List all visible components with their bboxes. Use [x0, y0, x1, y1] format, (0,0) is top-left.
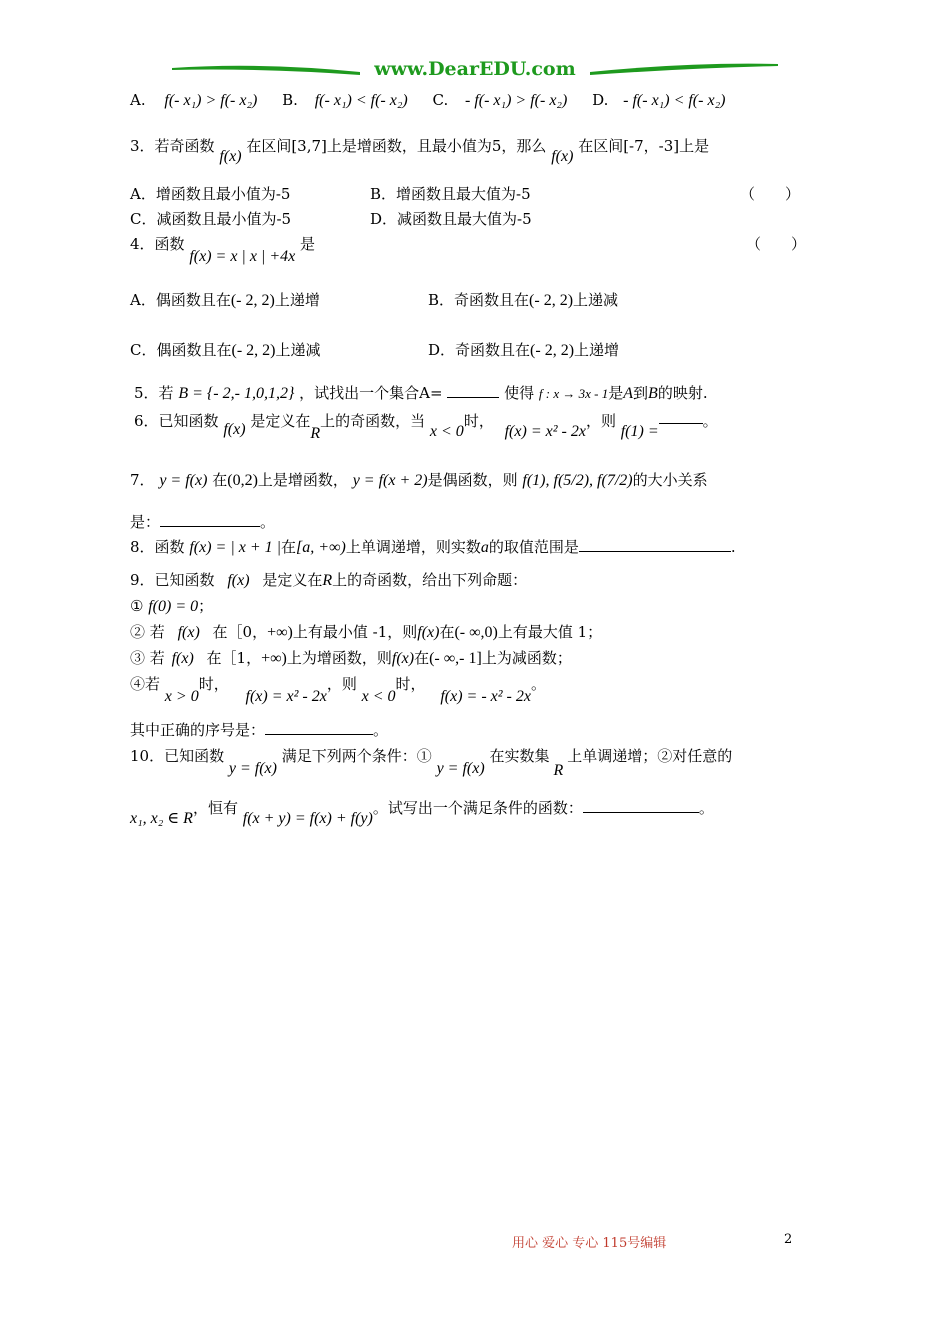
- question-text: 在: [212, 471, 228, 489]
- math-expr: y = f(x): [159, 472, 208, 489]
- question-text: 是定义在: [250, 412, 311, 430]
- question-text: ；: [198, 597, 214, 615]
- answer-blank[interactable]: [659, 409, 703, 424]
- question-text: 在: [414, 649, 430, 667]
- question-text: 是偶函数，则: [427, 471, 518, 489]
- math-expr: f(x): [219, 148, 242, 165]
- math-expr: B = {- 2,- 1,0,1,2}: [178, 385, 295, 402]
- math-var: B: [648, 385, 658, 402]
- math-expr: f(x) = x | x | +4x: [189, 248, 296, 265]
- question-6: [134, 411, 718, 442]
- question-8: [130, 537, 736, 558]
- question-text: 上的奇函数，当: [320, 412, 426, 430]
- question-text: 在: [281, 538, 297, 556]
- math-var: a: [480, 539, 489, 556]
- option-d: D．奇函数且在: [428, 341, 531, 359]
- math-expr: f(1) =: [620, 423, 659, 440]
- math-var: R: [553, 762, 564, 779]
- question-10-line2: [130, 798, 714, 827]
- option-a: A．增函数且最小值为-5: [130, 185, 291, 203]
- site-header: [170, 56, 780, 86]
- answer-paren: （ ）: [740, 185, 801, 203]
- question-text: ，试找出一个集合A=: [299, 384, 443, 402]
- question-text: 。: [702, 412, 718, 430]
- interval: +∞): [261, 650, 287, 667]
- question-text: 上有最小值 -1，则: [292, 623, 418, 641]
- interval: (- 2, 2): [230, 292, 275, 309]
- answer-blank[interactable]: [265, 720, 373, 735]
- question-text: ①: [130, 597, 144, 615]
- question-text: 的取值范围是: [488, 538, 579, 556]
- question-4: [130, 234, 807, 265]
- question-text: 在［0，: [212, 623, 268, 641]
- math-expr: f(x): [177, 624, 200, 641]
- option-label: B.: [282, 91, 298, 109]
- answer-blank[interactable]: [160, 512, 260, 527]
- math-expr: y = f(x): [436, 760, 485, 777]
- question-text: ② 若: [130, 623, 165, 641]
- question-text: 。: [698, 799, 714, 817]
- option-text: 上递增: [274, 291, 320, 309]
- question-text: 6．已知函数: [134, 412, 219, 430]
- answer-blank[interactable]: [447, 383, 499, 398]
- question-text: 在区间[3,7]上是增函数，且最小值为5，那么: [246, 137, 547, 155]
- question-text: 上有最大值 1；: [497, 623, 603, 641]
- question-text: 。: [373, 721, 389, 739]
- q2-options: [130, 90, 725, 111]
- math-expr: f(x) = x² - 2x: [504, 423, 586, 440]
- math-expr: y = f(x + 2): [352, 472, 428, 489]
- option-expr: - f(- x₁) > f(- x₂): [465, 92, 568, 109]
- question-text: 上是增函数，: [257, 471, 348, 489]
- option-d: D．减函数且最大值为-5: [370, 210, 532, 228]
- math-expr: f(x): [171, 650, 194, 667]
- q9-answer: [130, 720, 388, 740]
- math-expr: f(x): [227, 572, 250, 589]
- question-text: ，恒有: [192, 799, 238, 817]
- question-text: 8．函数: [130, 538, 185, 556]
- question-text: 是: [300, 235, 316, 253]
- q9-proposition-4: [130, 674, 546, 705]
- math-expr: x > 0: [164, 688, 199, 705]
- math-expr: f(x): [551, 148, 574, 165]
- question-text: .: [730, 538, 736, 556]
- question-text: 是定义在: [262, 571, 323, 589]
- math-expr: f(x) = - x² - 2x: [440, 688, 531, 705]
- interval: +∞): [267, 624, 293, 641]
- interval: (- 2, 2): [530, 342, 575, 359]
- question-text: 在［1，: [206, 649, 262, 667]
- interval: [a, +∞): [296, 539, 346, 556]
- question-text: 。: [260, 513, 276, 531]
- question-text: 时，: [395, 675, 426, 693]
- question-text: 的映射.: [657, 384, 708, 402]
- q9-proposition-1: [130, 596, 213, 617]
- math-expr: y = f(x): [228, 760, 277, 777]
- math-expr: f : x → 3x - 1: [538, 386, 609, 401]
- q4-options-row1: [130, 290, 619, 311]
- question-text: 上的奇函数，给出下列命题：: [332, 571, 528, 589]
- math-expr: f(x): [223, 421, 246, 438]
- interval: (0,2): [227, 472, 258, 489]
- option-c: C．减函数且最小值为-5: [130, 210, 292, 228]
- option-expr: f(- x₁) < f(- x₂): [314, 92, 408, 109]
- question-text: ，则: [326, 675, 357, 693]
- question-7-line2: [130, 512, 275, 532]
- question-text: 其中正确的序号是：: [130, 721, 266, 739]
- question-text: 7．: [130, 471, 155, 489]
- question-9: [130, 570, 527, 591]
- option-a: A．偶函数且在: [130, 291, 231, 309]
- option-label: A.: [130, 91, 146, 109]
- q3-options-row2: [130, 209, 532, 229]
- question-text: 时，: [198, 675, 229, 693]
- question-text: 上单调递增；②对任意的: [567, 747, 733, 765]
- q9-proposition-3: [130, 648, 572, 669]
- option-b: B．增函数且最大值为-5: [370, 185, 531, 203]
- page-footer: 用心 爱心 专心 115号编辑: [512, 1236, 667, 1251]
- math-expr: x < 0: [429, 423, 464, 440]
- question-text: ④若: [130, 675, 161, 693]
- question-5: [134, 383, 708, 404]
- q9-proposition-2: [130, 622, 602, 643]
- option-label: C.: [432, 91, 449, 109]
- math-expr: x < 0: [361, 688, 396, 705]
- question-text: 到: [633, 384, 649, 402]
- question-text: 是：: [130, 513, 161, 531]
- question-text: 3．若奇函数: [130, 137, 215, 155]
- option-text: 上递增: [574, 341, 620, 359]
- question-text: 上为增函数，则: [286, 649, 392, 667]
- question-text: 时，: [463, 412, 494, 430]
- math-var: A: [623, 385, 634, 402]
- option-expr: f(- x₁) > f(- x₂): [164, 92, 258, 109]
- math-var: R: [310, 425, 321, 442]
- site-brand[interactable]: www.DearEDU.com: [374, 58, 576, 80]
- math-expr: x₁, x₂ ∈ R: [130, 810, 193, 827]
- question-text: 满足下列两个条件：①: [281, 747, 432, 765]
- question-text: 。: [530, 675, 546, 693]
- question-text: ③ 若: [130, 649, 165, 667]
- math-expr: f(1), f(5/2), f(7/2): [522, 472, 633, 489]
- question-text: 5．若: [134, 384, 174, 402]
- page-number: 2: [784, 1232, 793, 1247]
- question-text: 在: [439, 623, 455, 641]
- math-expr: f(x): [391, 650, 415, 667]
- question-text: 是: [608, 384, 624, 402]
- question-7: [130, 470, 708, 491]
- option-label: D.: [592, 91, 609, 109]
- option-text: 上递减: [573, 291, 619, 309]
- math-var: R: [322, 572, 333, 589]
- q3-options-row1: [130, 184, 801, 204]
- question-text: 上单调递增，则实数: [345, 538, 481, 556]
- question-text: 的大小关系: [632, 471, 708, 489]
- interval: (- ∞,- 1]: [429, 650, 482, 667]
- math-expr: f(0) = 0: [148, 598, 199, 615]
- question-text: 。试写出一个满足条件的函数：: [372, 799, 583, 817]
- math-expr: f(x): [417, 624, 440, 641]
- answer-paren: （ ）: [746, 235, 807, 253]
- interval: (- 2, 2): [529, 292, 574, 309]
- question-text: 4．函数: [130, 235, 185, 253]
- option-expr: - f(- x₁) < f(- x₂): [623, 92, 726, 109]
- answer-blank[interactable]: [579, 537, 731, 552]
- question-text: 10．已知函数: [130, 747, 225, 765]
- question-text: 9．已知函数: [130, 571, 215, 589]
- question-10: [130, 746, 733, 779]
- option-b: B．奇函数且在: [428, 291, 530, 309]
- q4-options-row2: [130, 340, 620, 361]
- interval: (- ∞,0): [454, 624, 498, 641]
- interval: (- 2, 2): [231, 342, 276, 359]
- answer-blank[interactable]: [583, 798, 699, 813]
- math-expr: f(x) = x² - 2x: [245, 688, 327, 705]
- math-expr: f(x + y) = f(x) + f(y): [242, 810, 373, 827]
- question-text: 在实数集: [489, 747, 550, 765]
- question-3: [130, 136, 710, 165]
- option-text: 上递减: [275, 341, 321, 359]
- question-text: 在区间[-7，-3]上是: [578, 137, 710, 155]
- question-text: ，则: [585, 412, 616, 430]
- question-text: 使得: [504, 384, 535, 402]
- option-c: C．偶函数且在: [130, 341, 232, 359]
- question-text: 上为减函数；: [481, 649, 572, 667]
- math-expr: f(x) = | x + 1 |: [189, 539, 282, 556]
